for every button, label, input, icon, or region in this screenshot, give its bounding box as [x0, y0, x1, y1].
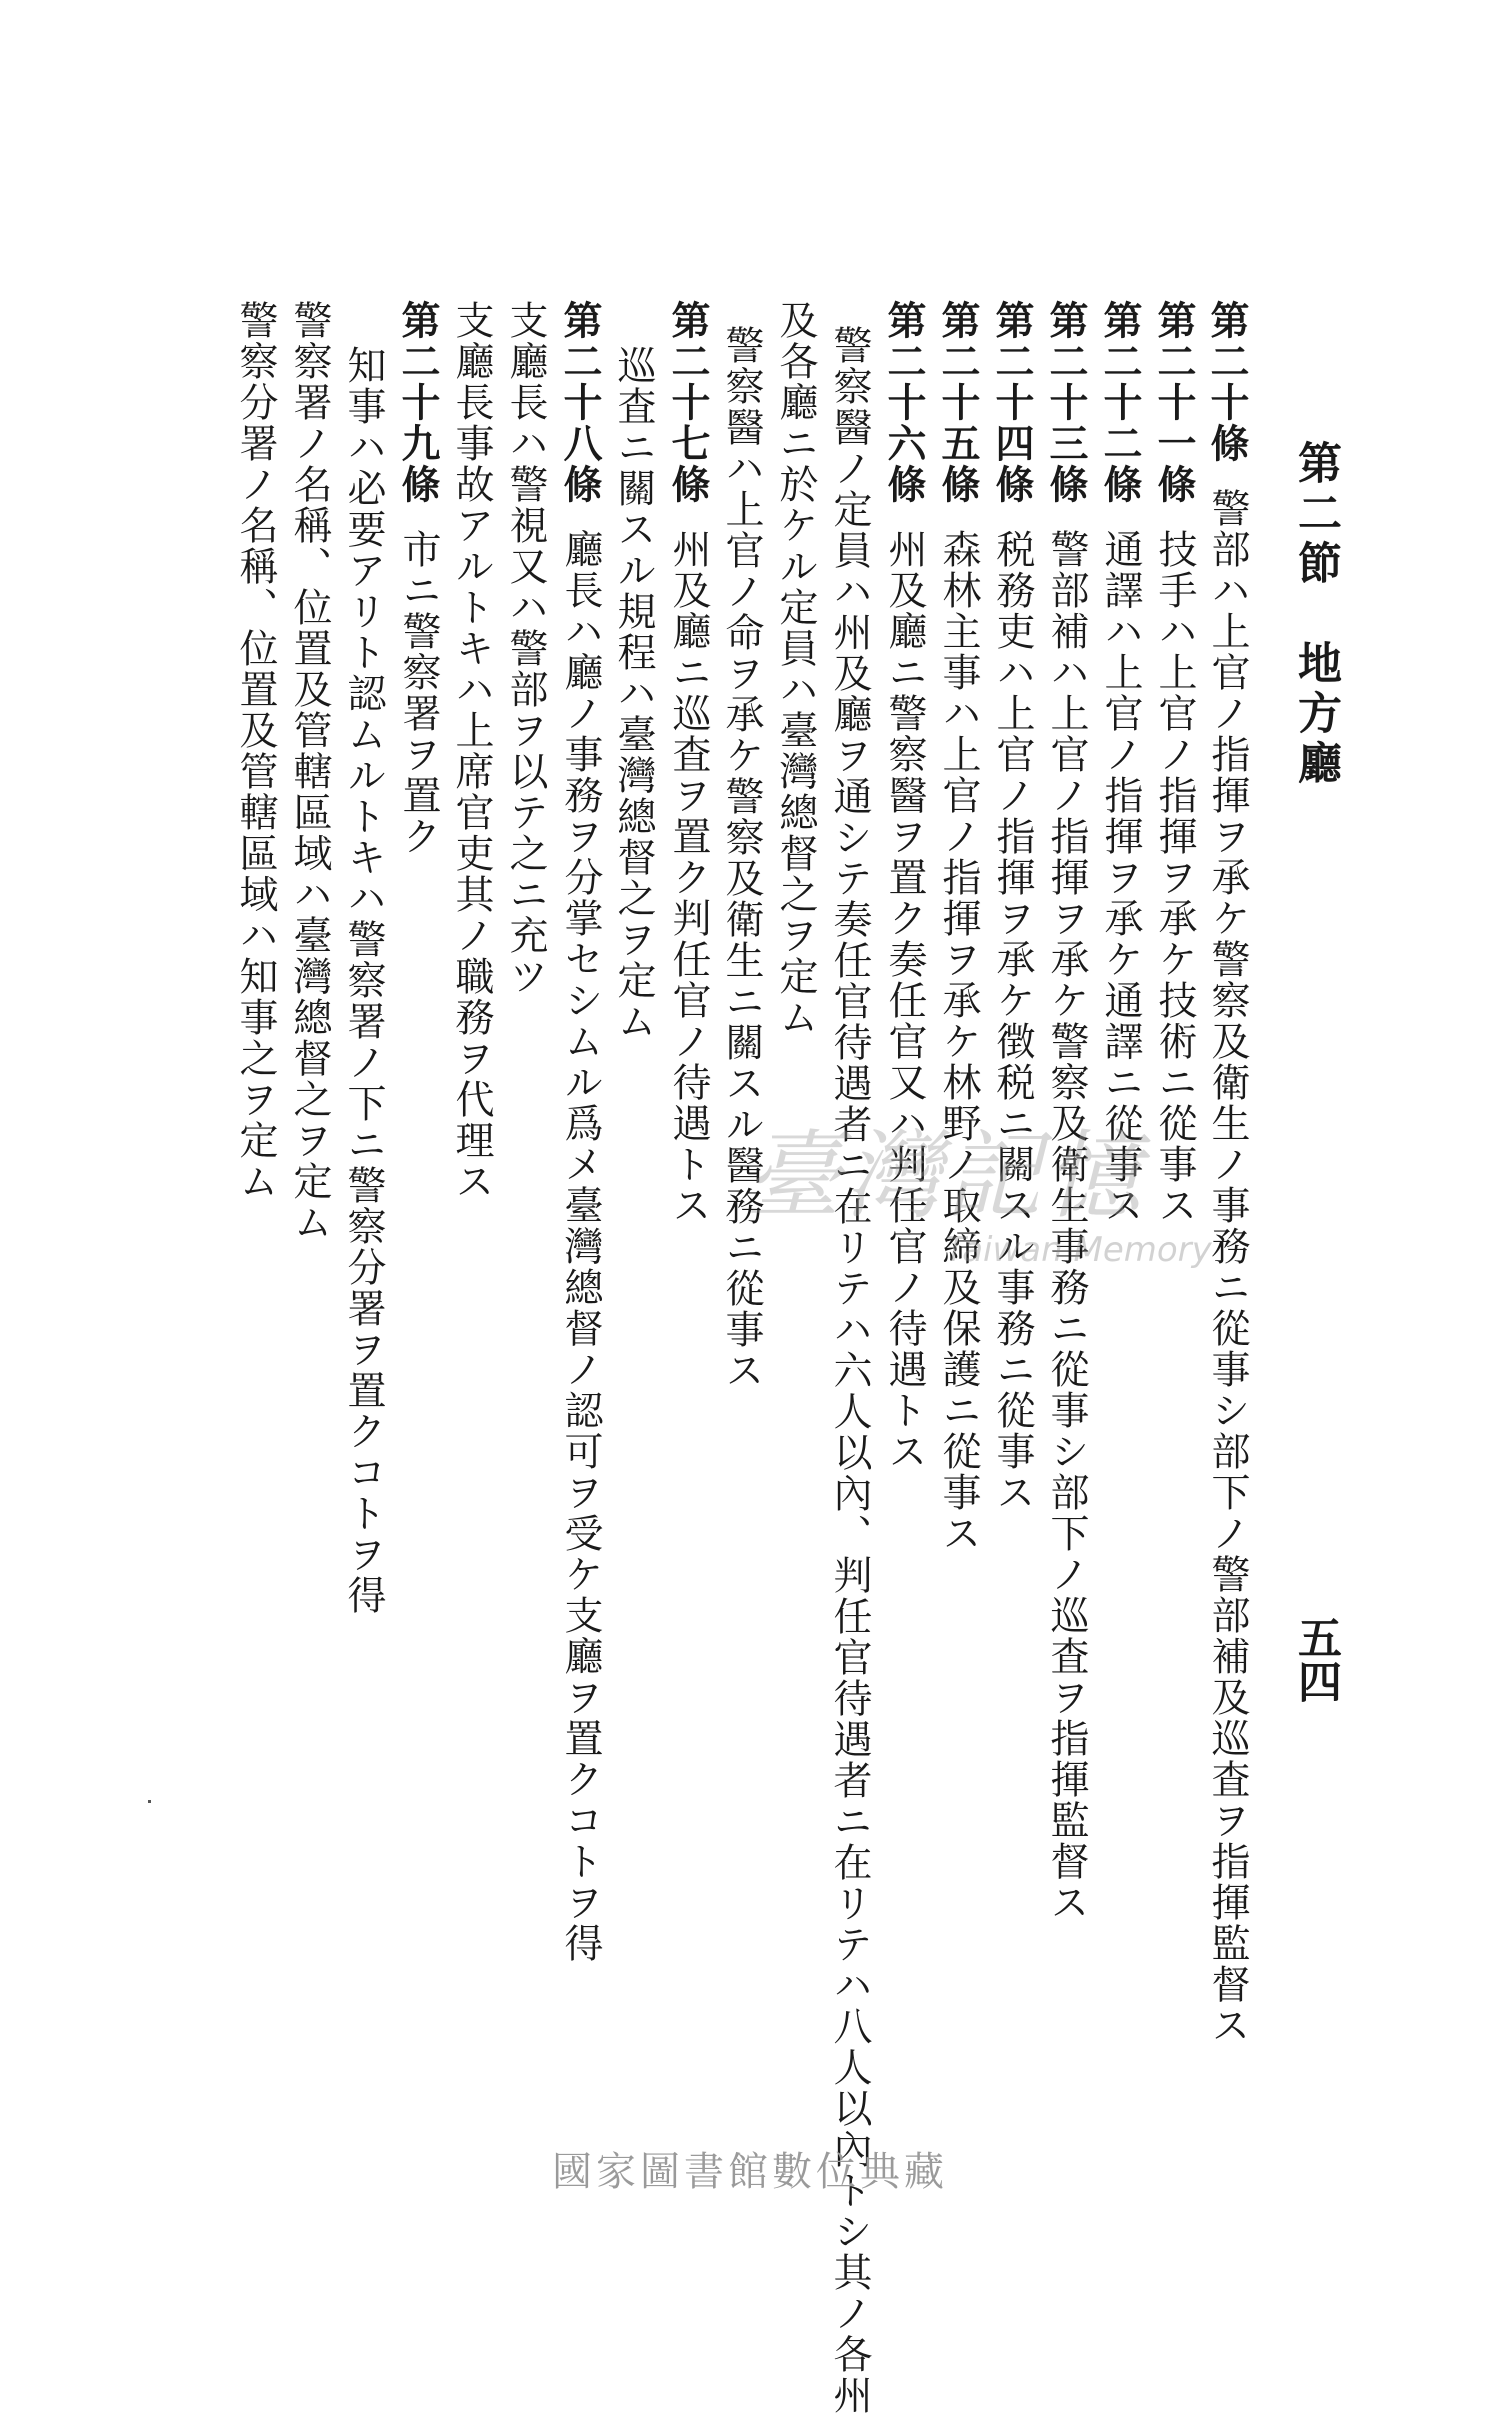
- article-text: 市ニ警察署ヲ置ク: [396, 529, 441, 857]
- watermark-logo: [745, 1100, 1225, 1290]
- watermark-subtitle: Taiwan Memory: [945, 1230, 1212, 1270]
- article-label: 第二十條: [1204, 300, 1250, 464]
- article-text: 廳長ハ廳ノ事務ヲ分掌セシムル爲メ臺灣總督ノ認可ヲ受ケ支廳ヲ置クコトヲ得: [558, 529, 603, 1964]
- text-column-15: [449, 300, 494, 2100]
- paragraph-text: 支廳長事故アルトキハ上席官吏其ノ職務ヲ代理ス: [449, 300, 494, 1202]
- text-column-11: [665, 300, 711, 2100]
- article-text: 州及廳ニ警察醫ヲ置ク奏任官又ハ判任官ノ待遇トス: [882, 529, 927, 1472]
- text-column-16: [395, 300, 441, 2100]
- article-label: 第二十九條: [395, 300, 441, 505]
- text-column-12: [611, 345, 656, 2145]
- article-label: 第二十七條: [665, 300, 711, 505]
- article-text: 警部ハ上官ノ指揮ヲ承ケ警察及衛生ノ事務ニ從事シ部下ノ警部補及巡査ヲ指揮監督ス: [1205, 488, 1250, 2046]
- article-text: 通譯ハ上官ノ指揮ヲ承ケ通譯ニ從事ス: [1098, 529, 1143, 1226]
- article-text: 森林主事ハ上官ノ指揮ヲ承ケ林野ノ取締及保護ニ從事ス: [936, 529, 981, 1554]
- text-column-14: [503, 300, 548, 2100]
- article-label: 第二十八條: [557, 300, 603, 505]
- text-column-18: [287, 300, 332, 2100]
- footer-credit: 國家圖書館數位典藏: [552, 2149, 948, 2195]
- article-label: 第二十一條: [1151, 300, 1197, 505]
- article-text: 技手ハ上官ノ指揮ヲ承ケ技術ニ從事ス: [1152, 529, 1197, 1226]
- article-label: 第二十四條: [989, 300, 1035, 505]
- section-title: 第二節 地方廳: [1290, 440, 1341, 790]
- article-text: 州及廳ニ巡査ヲ置ク判任官ノ待遇トス: [666, 529, 711, 1226]
- page-number: 五四: [1290, 1615, 1341, 1703]
- article-text: 税務吏ハ上官ノ指揮ヲ承ケ徴税ニ關スル事務ニ從事ス: [990, 529, 1035, 1513]
- paragraph-text: 警察署ノ名稱、位置及管轄區域ハ臺灣總督之ヲ定ム: [287, 300, 332, 1243]
- text-column-19: [233, 300, 278, 2100]
- paragraph-text: 知事ハ必要アリト認ムルトキハ警察署ノ下ニ警察分署ヲ置クコトヲ得: [341, 345, 386, 1616]
- article-label: 第二十六條: [881, 300, 927, 505]
- scan-speck: [148, 1800, 151, 1803]
- watermark-title: 臺灣記憶: [745, 1120, 1145, 1232]
- paragraph-text: 警察醫ノ定員ハ州及廳ヲ通シテ奏任官待遇者ニ在リテハ六人以內、判任官待遇者ニ在リテハ八人以內トシ其ノ各州: [827, 325, 872, 2416]
- text-column-17: [341, 345, 386, 2145]
- paragraph-text: 及各廳ニ於ケル定員ハ臺灣總督之ヲ定ム: [773, 300, 818, 1038]
- article-label: 第二十二條: [1097, 300, 1143, 505]
- paragraph-text: 支廳長ハ警視又ハ警部ヲ以テ之ニ充ツ: [503, 300, 548, 997]
- article-label: 第二十三條: [1043, 300, 1089, 505]
- paragraph-text: 警察醫ハ上官ノ命ヲ承ケ警察及衛生ニ關スル醫務ニ從事ス: [719, 325, 764, 1391]
- paragraph-text: 巡査ニ關スル規程ハ臺灣總督之ヲ定ム: [611, 345, 656, 1042]
- article-label: 第二十五條: [935, 300, 981, 505]
- paragraph-text: 警察分署ノ名稱、位置及管轄區域ハ知事之ヲ定ム: [233, 300, 278, 1202]
- article-text: 警部補ハ上官ノ指揮ヲ承ケ警察及衛生事務ニ從事シ部下ノ巡査ヲ指揮監督ス: [1044, 529, 1089, 1923]
- text-column-13: [557, 300, 603, 2100]
